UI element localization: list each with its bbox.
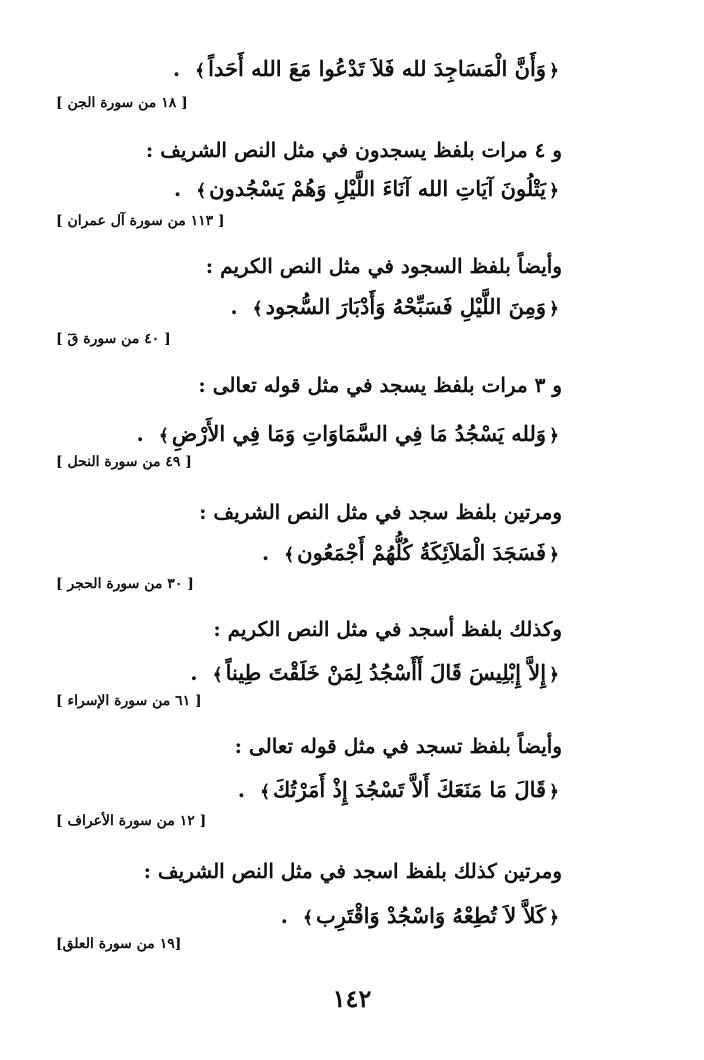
surah-reference: [ ٤٩ من سورة النحل ] [56,454,192,470]
verse-end-dot: . [136,421,144,446]
surah-reference: [ ٦١ من سورة الإسراء ] [56,693,202,709]
surah-reference: [ ٤٠ من سورة قٓ ] [56,331,171,347]
surah-reference: [ ٣٠ من سورة الحجر ] [56,576,194,592]
surah-reference: [ ١١٣ من سورة آل عمران ] [56,213,225,229]
verse-open-ornament: ﴿ [549,665,559,685]
verse-open-ornament: ﴿ [549,908,559,928]
verse-text: وَأَنَّ الْمَسَاجِدَ لله فَلاَ تَدْعُوا مَعَ الله أَحَداً [208,56,547,81]
verse-line [262,540,562,565]
verse-open-ornament: ﴿ [549,426,559,446]
intro-line: و ٤ مرات بلفظ يسجدون في مثل النص الشريف : [145,138,562,162]
verse-open-ornament: ﴿ [549,782,559,802]
verse-end-dot: . [190,660,198,685]
verse-close-ornament: ﴾ [196,181,207,201]
verse-open-ornament: ﴿ [549,545,559,565]
verse-line [238,777,562,802]
intro-line: وأيضاً بلفظ تسجد في مثل قوله تعالى : [234,734,562,758]
verse-close-ornament: ﴾ [284,545,295,565]
verse-text: يَتْلُونَ آيَاتِ الله آنَاءَ اللَّيْلِ وَهُمْ يَسْجُدون [209,176,547,201]
verse-open-ornament: ﴿ [549,181,559,201]
verse-line [281,903,562,928]
surah-reference: [ ١٨ من سورة الجن ] [56,95,188,111]
verse-line [137,421,562,446]
verse-end-dot: . [261,540,270,565]
verse-close-ornament: ﴾ [260,782,271,802]
verse-line [230,294,562,319]
verse-close-ornament: ﴾ [302,908,313,928]
verse-text: إِلاَّ إِبْلِيسَ قَالَ أَأَسْجُدُ لِمَنْ خَلَقْتَ طِيناً [225,660,547,685]
intro-line: وكذلك بلفظ أسجد في مثل النص الكريم : [213,617,562,641]
verse-close-ornament: ﴾ [158,426,169,446]
verse-close-ornament: ﴾ [252,299,263,319]
intro-line: و ٣ مرات بلفظ يسجد في مثل قوله تعالى : [198,373,562,397]
page-number: ١٤٢ [332,984,372,1013]
verse-end-dot: . [280,903,288,928]
verse-end-dot: . [173,176,182,201]
verse-line [173,56,562,81]
verse-text: فَسَجَدَ الْمَلاَئِكَةُ كُلُّهُمْ أَجْمَعُون [297,540,547,565]
verse-text: وَمِنَ اللَّيْلِ فَسَبِّحْهُ وَأَدْبَارَ السُّجود [265,294,547,319]
verse-text: كَلاَّ لاَ تُطِعْهُ وَاسْجُدْ وَاقْتَرِب [315,903,547,928]
intro-line: وأيضاً بلفظ السجود في مثل النص الكريم : [205,254,562,278]
surah-reference: [ ١٢ من سورة الأعراف ] [56,813,207,829]
verse-close-ornament: ﴾ [195,61,206,81]
verse-end-dot: . [237,777,246,802]
verse-text: قَالَ مَا مَنَعَكَ أَلاَّ تَسْجُدَ إِذْ أَمَرْتُكَ [273,777,547,802]
verse-open-ornament: ﴿ [549,61,559,81]
verse-line [190,660,562,685]
verse-end-dot: . [172,56,181,81]
verse-line [174,176,562,201]
verse-text: وَلله يَسْجُدُ مَا فِي السَّمَاوَاتِ وَمَا فِي الأَرْضِ [171,421,547,446]
verse-end-dot: . [230,294,238,319]
verse-open-ornament: ﴿ [549,299,559,319]
intro-line: ومرتين بلفظ سجد في مثل النص الشريف : [199,500,562,524]
surah-reference: [١٩ من سورة العلق] [56,936,182,952]
intro-line: ومرتين كذلك بلفظ اسجد في مثل النص الشريف : [143,859,562,883]
verse-close-ornament: ﴾ [212,665,223,685]
